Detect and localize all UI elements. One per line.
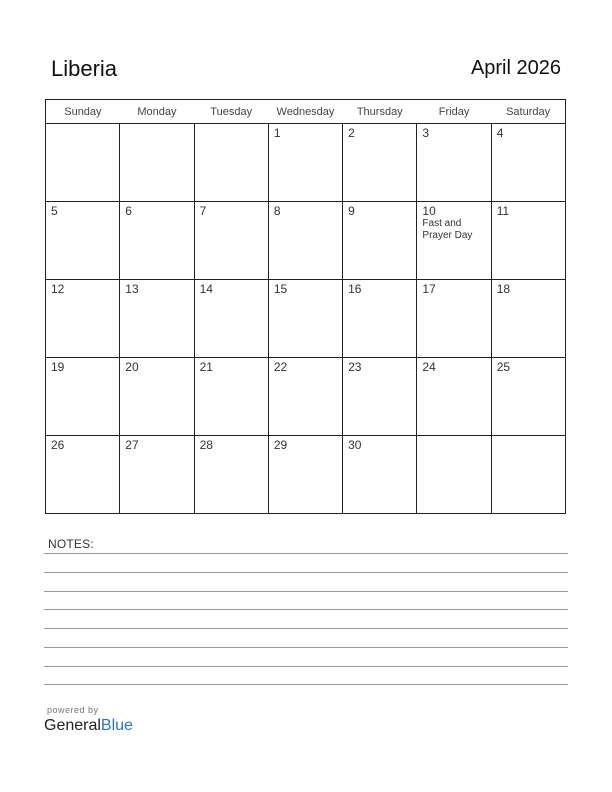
day-cell [120, 280, 194, 358]
day-cell [46, 280, 120, 358]
day-number: 29 [273, 438, 288, 452]
day-cell [46, 436, 120, 514]
day-number: 20 [125, 360, 139, 374]
note-line [44, 553, 568, 554]
day-number: 6 [125, 204, 132, 218]
generalblue-logo [44, 717, 133, 735]
note-line [44, 684, 568, 685]
calendar-grid [45, 99, 566, 514]
day-cell [268, 436, 342, 514]
day-number: 23 [348, 360, 362, 374]
day-number: 2 [348, 126, 355, 140]
day-cell [343, 358, 417, 436]
day-number: 8 [273, 204, 281, 218]
day-cell [343, 436, 417, 514]
day-number: 19 [51, 360, 65, 374]
day-number: 15 [273, 282, 288, 296]
note-line [44, 572, 568, 573]
weekday-thursday: Thursday [343, 100, 417, 124]
note-line [44, 647, 568, 648]
week-row [46, 358, 566, 436]
weekday-wednesday: Wednesday [268, 100, 342, 124]
day-number: 24 [422, 360, 436, 374]
weekday-tuesday: Tuesday [194, 100, 268, 124]
day-cell [343, 280, 417, 358]
day-number: 10 [422, 204, 436, 218]
note-line [44, 628, 568, 629]
day-cell [491, 436, 565, 514]
week-row [46, 436, 566, 514]
day-cell [120, 436, 194, 514]
day-number: 16 [348, 282, 362, 296]
day-number: 12 [51, 282, 65, 296]
day-cell [120, 202, 194, 280]
day-cell [194, 280, 268, 358]
day-number: 28 [199, 438, 213, 452]
day-cell [268, 124, 342, 202]
weekday-friday: Friday [417, 100, 491, 124]
day-cell [268, 280, 342, 358]
day-number: 7 [199, 204, 207, 218]
country-title: Liberia [51, 56, 118, 81]
day-cell [343, 124, 417, 202]
day-cell [268, 202, 342, 280]
day-cell [417, 202, 491, 280]
day-cell [417, 358, 491, 436]
day-number: 21 [199, 360, 213, 374]
weekday-saturday: Saturday [491, 100, 565, 124]
day-cell [491, 280, 565, 358]
month-year-title: April 2026 [470, 57, 561, 79]
week-row [46, 202, 566, 280]
logo-general-text: General [44, 717, 101, 734]
day-number: 5 [51, 204, 58, 218]
day-cell [46, 358, 120, 436]
day-number: 4 [496, 126, 504, 140]
note-line [44, 666, 568, 667]
week-row [46, 124, 566, 202]
day-number: 13 [125, 282, 139, 296]
week-row [46, 280, 566, 358]
day-number: 26 [51, 438, 65, 452]
day-cell [417, 436, 491, 514]
powered-by-text: powered by [47, 705, 99, 715]
day-cell [491, 358, 565, 436]
day-number: 22 [273, 360, 288, 374]
day-number: 18 [496, 282, 511, 296]
day-cell [491, 202, 565, 280]
day-cell [194, 124, 268, 202]
day-cell [268, 358, 342, 436]
day-cell [194, 436, 268, 514]
day-cell [46, 202, 120, 280]
day-cell [194, 358, 268, 436]
note-line [44, 609, 568, 610]
day-cell [120, 358, 194, 436]
weekday-header-row [46, 100, 566, 124]
day-number: 17 [422, 282, 436, 296]
day-number: 11 [496, 204, 510, 218]
note-line [44, 591, 568, 592]
day-cell [417, 124, 491, 202]
notes-label: NOTES: [48, 537, 94, 551]
day-number: 27 [125, 438, 139, 452]
day-number: 14 [199, 282, 213, 296]
day-cell [491, 124, 565, 202]
day-cell [46, 124, 120, 202]
day-number: 1 [273, 126, 281, 140]
day-cell [343, 202, 417, 280]
weekday-sunday: Sunday [46, 100, 120, 124]
day-number: 25 [496, 360, 511, 374]
day-cell [120, 124, 194, 202]
holiday-label: Fast and Prayer Day [422, 218, 473, 241]
weekday-monday: Monday [120, 100, 194, 124]
day-number: 9 [348, 204, 355, 218]
logo-blue-text: Blue [100, 717, 133, 734]
day-cell [417, 280, 491, 358]
day-cell [194, 202, 268, 280]
day-number: 30 [348, 438, 362, 452]
day-number: 3 [422, 126, 430, 140]
